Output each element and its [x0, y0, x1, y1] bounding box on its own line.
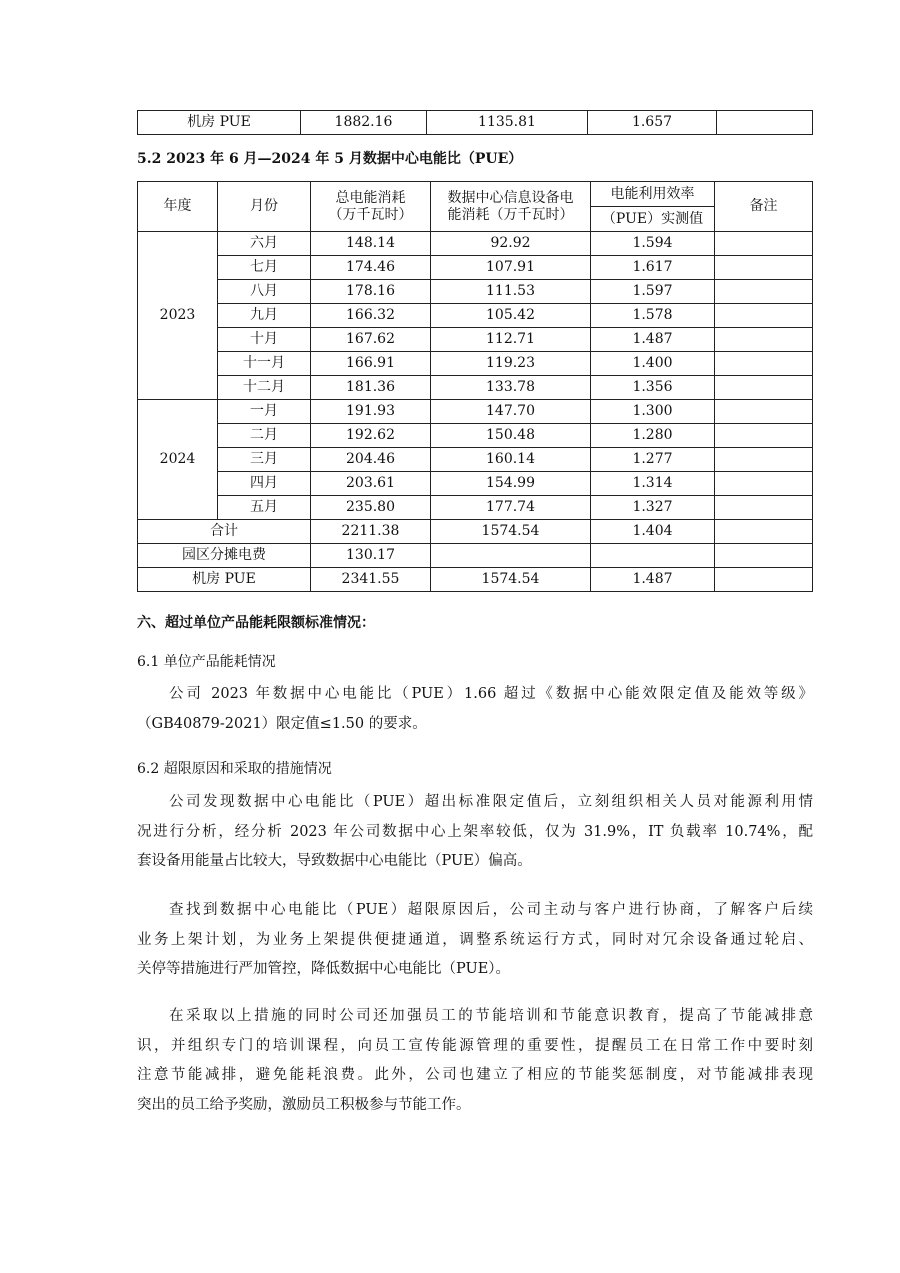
pue-cell: 1.617 — [591, 256, 715, 280]
table-row — [138, 448, 813, 472]
total-energy-cell: 235.80 — [311, 496, 431, 520]
header-it-line1: 数据中心信息设备电 — [447, 189, 574, 206]
paragraph-line: 识，并组织专门的培训课程，向员工宣传能源管理的重要性，提醒员工在日常工作中要时刻 — [137, 1037, 813, 1054]
total-energy-cell: 167.62 — [311, 328, 431, 352]
pue-cell: 1.300 — [591, 400, 715, 424]
note-cell — [715, 232, 813, 256]
row-label: 机房 PUE — [138, 111, 301, 135]
note-cell — [715, 352, 813, 376]
paragraph-line: 关停等措施进行严加管控，降低数据中心电能比（PUE）。 — [137, 961, 511, 977]
total-energy-cell: 181.36 — [311, 376, 431, 400]
month-cell: 八月 — [218, 280, 311, 304]
pue-cell: 1.280 — [591, 424, 715, 448]
total-energy-cell: 130.17 — [311, 544, 431, 568]
note-cell — [715, 256, 813, 280]
park-share-row — [138, 544, 813, 568]
total-energy-cell: 2211.38 — [311, 520, 431, 544]
pue-cell: 1.487 — [591, 568, 715, 592]
month-cell: 五月 — [218, 496, 311, 520]
it-energy-cell: 1574.54 — [431, 520, 591, 544]
header-pue-line2: （PUE）实测值 — [591, 207, 715, 232]
table-row — [138, 424, 813, 448]
paragraph-6-2-b — [137, 896, 813, 985]
month-cell: 七月 — [218, 256, 311, 280]
header-total-line1: 总电能消耗 — [335, 189, 406, 206]
total-energy-cell: 1882.16 — [301, 111, 427, 135]
note-cell — [715, 544, 813, 568]
pue-cell: 1.594 — [591, 232, 715, 256]
header-pue-line1: 电能利用效率 — [591, 182, 715, 207]
header-month: 月份 — [218, 182, 311, 232]
month-cell: 十一月 — [218, 352, 311, 376]
table-row — [138, 352, 813, 376]
total-energy-cell: 148.14 — [311, 232, 431, 256]
pue-cell: 1.657 — [588, 111, 717, 135]
it-energy-cell: 112.71 — [431, 328, 591, 352]
pue-cell: 1.356 — [591, 376, 715, 400]
total-energy-cell: 191.93 — [311, 400, 431, 424]
total-row — [138, 520, 813, 544]
month-cell: 三月 — [218, 448, 311, 472]
it-energy-cell — [431, 544, 591, 568]
section-5-2-heading: 5.2 2023 年 6 月—2024 年 5 月数据中心电能比（PUE） — [137, 151, 523, 167]
note-cell — [715, 376, 813, 400]
month-cell: 六月 — [218, 232, 311, 256]
table-row — [138, 400, 813, 424]
table-row — [138, 472, 813, 496]
table-row — [138, 496, 813, 520]
paragraph-line: 况进行分析，经分析 2023 年公司数据中心上架率较低，仅为 31.9%，IT 负载率 10.74%，配 — [137, 823, 813, 840]
note-cell — [717, 111, 813, 135]
previous-pue-table — [137, 110, 813, 135]
month-cell: 十月 — [218, 328, 311, 352]
paragraph-line: 公司 2023 年数据中心电能比（PUE）1.66 超过《数据中心能效限定值及能效等级》 — [169, 686, 813, 702]
it-energy-cell: 119.23 — [431, 352, 591, 376]
paragraph-line: 注意节能减排，避免能耗浪费。此外，公司也建立了相应的节能奖惩制度，对节能减排表现 — [137, 1067, 813, 1083]
month-cell: 九月 — [218, 304, 311, 328]
paragraph-6-2-a — [137, 788, 813, 877]
note-cell — [715, 400, 813, 424]
it-energy-cell: 1135.81 — [427, 111, 588, 135]
total-energy-cell: 203.61 — [311, 472, 431, 496]
note-cell — [715, 304, 813, 328]
pue-cell: 1.400 — [591, 352, 715, 376]
pue-cell: 1.327 — [591, 496, 715, 520]
table-row — [138, 256, 813, 280]
total-energy-cell: 178.16 — [311, 280, 431, 304]
paragraph-6-2-c — [137, 1002, 813, 1120]
it-energy-cell: 147.70 — [431, 400, 591, 424]
pue-cell: 1.578 — [591, 304, 715, 328]
year-cell-2024: 2024 — [138, 400, 218, 520]
paragraph-line: 套设备用能量占比较大，导致数据中心电能比（PUE）偏高。 — [137, 853, 532, 869]
note-cell — [715, 496, 813, 520]
month-cell: 二月 — [218, 424, 311, 448]
header-it-energy — [431, 182, 591, 232]
it-energy-cell: 154.99 — [431, 472, 591, 496]
note-cell — [715, 424, 813, 448]
table-header-row — [138, 182, 813, 207]
room-pue-label: 机房 PUE — [138, 568, 311, 592]
total-energy-cell: 192.62 — [311, 424, 431, 448]
it-energy-cell: 133.78 — [431, 376, 591, 400]
it-energy-cell: 92.92 — [431, 232, 591, 256]
table-row — [138, 328, 813, 352]
note-cell — [715, 280, 813, 304]
section-6-heading: 六、超过单位产品能耗限额标准情况： — [137, 615, 375, 631]
table-row — [138, 111, 813, 135]
total-energy-cell: 166.91 — [311, 352, 431, 376]
paragraph-line: 查找到数据中心电能比（PUE）超限原因后，公司主动与客户进行协商，了解客户后续 — [169, 902, 813, 918]
paragraph-line: 公司发现数据中心电能比（PUE）超出标准限定值后，立刻组织相关人员对能源利用情 — [169, 794, 813, 810]
section-6-1-heading: 6.1 单位产品能耗情况 — [137, 654, 276, 670]
note-cell — [715, 328, 813, 352]
pue-cell — [591, 544, 715, 568]
month-cell: 四月 — [218, 472, 311, 496]
note-cell — [715, 568, 813, 592]
it-energy-cell: 1574.54 — [431, 568, 591, 592]
paragraph-6-1 — [137, 680, 813, 739]
pue-cell: 1.277 — [591, 448, 715, 472]
pue-cell: 1.487 — [591, 328, 715, 352]
pue-table — [137, 181, 813, 592]
paragraph-line: 业务上架计划，为业务上架提供便捷通道，调整系统运行方式，同时对冗余设备通过轮启、 — [137, 931, 813, 948]
paragraph-line: 在采取以上措施的同时公司还加强员工的节能培训和节能意识教育，提高了节能减排意 — [169, 1008, 813, 1024]
month-cell: 一月 — [218, 400, 311, 424]
header-note: 备注 — [715, 182, 813, 232]
total-energy-cell: 174.46 — [311, 256, 431, 280]
table-row — [138, 304, 813, 328]
it-energy-cell: 160.14 — [431, 448, 591, 472]
note-cell — [715, 520, 813, 544]
it-energy-cell: 177.74 — [431, 496, 591, 520]
month-cell: 十二月 — [218, 376, 311, 400]
total-energy-cell: 2341.55 — [311, 568, 431, 592]
year-cell-2023: 2023 — [138, 232, 218, 400]
paragraph-line: 突出的员工给予奖励，激励员工积极参与节能工作。 — [137, 1096, 471, 1113]
header-total-line2: （万千瓦时） — [328, 206, 413, 223]
note-cell — [715, 448, 813, 472]
it-energy-cell: 150.48 — [431, 424, 591, 448]
table-row — [138, 376, 813, 400]
header-it-line2: 能消耗（万千瓦时） — [447, 206, 574, 223]
it-energy-cell: 105.42 — [431, 304, 591, 328]
header-year: 年度 — [138, 182, 218, 232]
table-row — [138, 280, 813, 304]
pue-cell: 1.404 — [591, 520, 715, 544]
it-energy-cell: 111.53 — [431, 280, 591, 304]
it-energy-cell: 107.91 — [431, 256, 591, 280]
pue-cell: 1.314 — [591, 472, 715, 496]
header-total-energy — [311, 182, 431, 232]
paragraph-line: （GB40879-2021）限定值≤1.50 的要求。 — [137, 715, 427, 732]
total-label: 合计 — [138, 520, 311, 544]
section-6-2-heading: 6.2 超限原因和采取的措施情况 — [137, 761, 332, 777]
park-share-label: 园区分摊电费 — [138, 544, 311, 568]
table-row — [138, 232, 813, 256]
total-energy-cell: 166.32 — [311, 304, 431, 328]
total-energy-cell: 204.46 — [311, 448, 431, 472]
pue-cell: 1.597 — [591, 280, 715, 304]
room-pue-row — [138, 568, 813, 592]
note-cell — [715, 472, 813, 496]
